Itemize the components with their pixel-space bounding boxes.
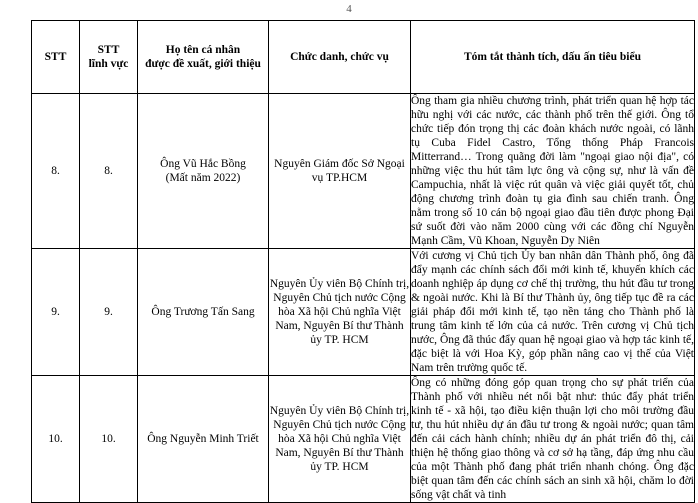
- cell-summary: Với cương vị Chủ tịch Ủy ban nhân dân Thành phố, ông đã đẩy mạnh các chính sách đổi mới kinh tế, khuyến khích các doanh nghiệp áp dụng cơ chế thị trường, thu hút đầu tư trong & ngoài nước. Khi là Bí thư Thành ủy, ông tiếp tục đề ra các giải pháp đổi mới kinh tế, tạo nền tảng cho Thành phố là trung tâm kinh tế lớn của cả nước. Trên cương vị Chủ tịch nước, Ông đã thúc đẩy quan hệ ngoại giao và hợp tác kinh tế, đặc biệt là với Hoa Kỳ, góp phần nâng cao vị thế của Việt Nam trên trường quốc tế.: [411, 250, 694, 374]
- cell-stt-field: 10.: [80, 376, 138, 503]
- cell-position: Nguyên Ủy viên Bộ Chính trị, Nguyên Chủ tịch nước Cộng hòa Xã hội Chủ nghĩa Việt Nam, Nguyên Bí thư Thành ủy TP. HCM: [269, 249, 411, 376]
- cell-name: Ông Trương Tấn Sang: [138, 249, 269, 376]
- table-row: [32, 249, 695, 376]
- header-name-line1: Họ tên cá nhân: [165, 44, 241, 56]
- cell-stt: 8.: [32, 94, 80, 249]
- cell-stt-field: 9.: [80, 249, 138, 376]
- header-stt: STT: [32, 21, 80, 94]
- page-number: 4: [346, 3, 352, 15]
- cell-summary: Ông có những đóng góp quan trọng cho sự phát triển của Thành phố với nhiều nét nổi bật như: thúc đẩy phát triển kinh tế - xã hội, tạo điều kiện thuận lợi cho môi trường đầu tư, thu hút nhiều dự án đầu tư trong & ngoài nước; quan tâm đến cải cách hành chính; nhiều dự án phát triển đô thị, cải thiện hệ thống giao thông và cơ sở hạ tầng, đáp ứng nhu cầu của một Thành phố đang phát triển nhanh chóng. Ông đặc biệt quan tâm đến các chính sách an sinh xã hội, chăm lo đời sống vật chất và tinh: [411, 377, 694, 501]
- header-summary: Tóm tắt thành tích, dấu ấn tiêu biểu: [411, 21, 695, 94]
- header-name: [138, 21, 269, 94]
- honorees-table: [31, 20, 695, 503]
- table-row: [32, 376, 695, 503]
- cell-stt: 9.: [32, 249, 80, 376]
- cell-name: [138, 94, 269, 249]
- header-stt-field: [80, 21, 138, 94]
- header-stt-field-line1: STT: [97, 44, 120, 56]
- header-stt-field-line2: lĩnh vực: [88, 58, 129, 70]
- cell-summary: Ông tham gia nhiều chương trình, phát triển quan hệ hợp tác hữu nghị với các nước, các thành phố trên thế giới. Ông tổ chức tiếp đón trọng thị các đoàn khách nước ngoài, có lãnh tụ Cuba Fidel Castro, Tổng thống Pháp Francois Mitterrand… Trong quãng đời làm "ngoại giao nội địa", có những việc thu hút tâm lực ông và cộng sự, như là vấn đề Campuchia, nhất là việc rút quân và việc giải quyết tốt, chủ động chương trình đoàn tụ gia đình sau chiến tranh. Ông nằm trong số 10 cán bộ ngoại giao đầu tiên được phong Đại sứ suốt đời vào năm 2000 cùng với các đồng chí Nguyễn Mạnh Cầm, Vũ Khoan, Nguyễn Dy Niên: [411, 95, 694, 247]
- header-name-line2: được đề xuất, giới thiệu: [145, 58, 261, 70]
- cell-position: Nguyên Giám đốc Sở Ngoại vụ TP.HCM: [269, 94, 411, 249]
- header-position: Chức danh, chức vụ: [269, 21, 411, 94]
- table-row: [32, 94, 695, 249]
- cell-position: Nguyên Ủy viên Bộ Chính trị, Nguyên Chủ tịch nước Cộng hòa Xã hội Chủ nghĩa Việt Nam, Nguyên Bí thư Thành ủy TP. HCM: [269, 376, 411, 503]
- cell-stt-field: 8.: [80, 94, 138, 249]
- cell-name: Ông Nguyễn Minh Triết: [138, 376, 269, 503]
- cell-stt: 10.: [32, 376, 80, 503]
- table-header-row: [32, 21, 695, 94]
- cell-name-line1: Ông Vũ Hắc Bồng: [160, 158, 246, 170]
- cell-name-line2: (Mất năm 2022): [165, 172, 241, 184]
